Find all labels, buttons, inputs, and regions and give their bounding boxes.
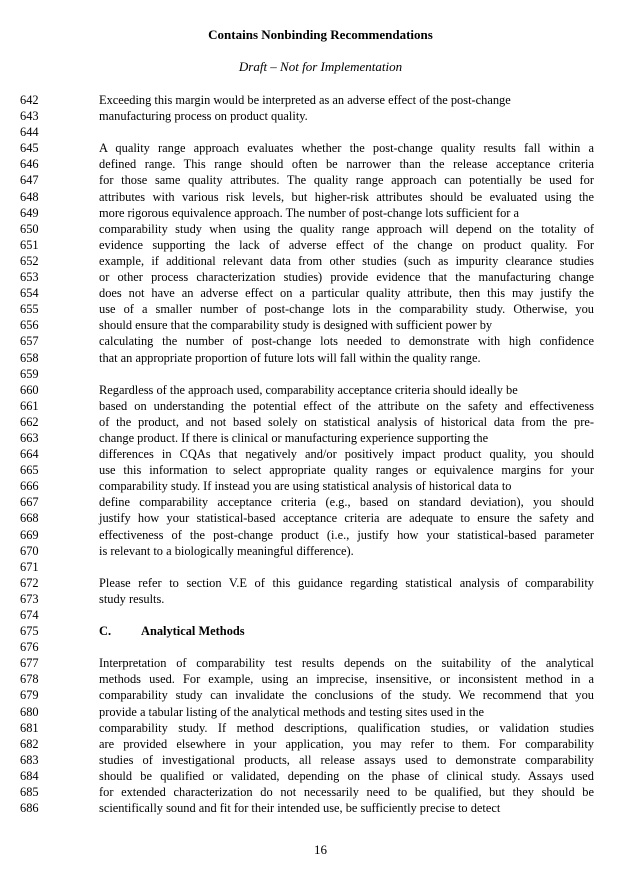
- line-number: 683: [20, 752, 39, 767]
- line-text: does not have an adverse effect on a particular quality attribute, then this may justify the: [99, 286, 594, 301]
- text-line: [0, 414, 641, 430]
- text-line: [0, 253, 641, 269]
- text-line: [0, 704, 641, 720]
- text-line: [0, 382, 641, 398]
- line-number: 666: [20, 479, 39, 494]
- document-body: [0, 92, 641, 816]
- line-text: evidence supporting the lack of adverse effect of the change on product quality. For: [99, 237, 594, 252]
- line-number: 685: [20, 785, 39, 800]
- text-line: [0, 317, 641, 333]
- line-number: 647: [20, 173, 39, 188]
- line-text: comparability study can invalidate the conclusions of the study. We recommend that you: [99, 688, 594, 703]
- line-text: should ensure that the comparability study is designed with sufficient power by: [99, 318, 493, 333]
- text-line: [0, 736, 641, 752]
- line-number: 671: [20, 559, 39, 574]
- text-line: [0, 784, 641, 800]
- line-text: manufacturing process on product quality.: [99, 109, 308, 124]
- text-line: [0, 398, 641, 414]
- text-line: [0, 655, 641, 671]
- line-text: use this information to select appropriate quality ranges or equivalence margins for your: [99, 463, 594, 478]
- text-line: [0, 430, 641, 446]
- line-number: 652: [20, 253, 39, 268]
- text-line: [0, 189, 641, 205]
- line-text: calculating the number of post-change lots needed to demonstrate with high confidence: [99, 334, 594, 349]
- line-text: or other process characterization studies) provide evidence that the manufacturing change: [99, 270, 594, 285]
- text-line: [0, 156, 641, 172]
- line-text: for extended characterization do not necessarily need to be qualified, but they should be: [99, 785, 594, 800]
- line-text: change product. If there is clinical or manufacturing experience supporting the: [99, 430, 489, 445]
- line-text: should be qualified or validated, depending on the phase of clinical study. Assays used: [99, 768, 594, 783]
- line-number: 669: [20, 527, 39, 542]
- line-number: 665: [20, 463, 39, 478]
- line-text: Exceeding this margin would be interpreted as an adverse effect of the post-change: [99, 93, 511, 107]
- text-line: [0, 92, 641, 108]
- text-line: [0, 221, 641, 237]
- line-number: 670: [20, 543, 39, 558]
- line-number: 646: [20, 157, 39, 172]
- line-number: 667: [20, 495, 39, 510]
- line-number: 664: [20, 447, 39, 462]
- text-line: [0, 591, 641, 607]
- text-line: [0, 301, 641, 317]
- text-line: [0, 285, 641, 301]
- line-number: 645: [20, 141, 39, 156]
- line-number: 677: [20, 656, 39, 671]
- line-text: attributes with various risk levels, but higher-risk attributes should be evaluated using the: [99, 189, 594, 204]
- line-number: 650: [20, 221, 39, 236]
- text-line: [0, 333, 641, 349]
- text-line: [0, 172, 641, 188]
- line-number: 673: [20, 591, 39, 606]
- text-line: [0, 269, 641, 285]
- line-number: 662: [20, 414, 39, 429]
- line-number: 674: [20, 608, 39, 622]
- line-number: 648: [20, 189, 39, 204]
- line-number: 655: [20, 302, 39, 317]
- document-header-title: Contains Nonbinding Recommendations: [208, 27, 433, 42]
- page-number: 16: [314, 842, 327, 857]
- text-line: [0, 237, 641, 253]
- text-line: [0, 510, 641, 526]
- line-number: 678: [20, 672, 39, 687]
- line-number: 661: [20, 398, 39, 413]
- line-text: provide a tabular listing of the analytical methods and testing sites used in the: [99, 704, 485, 719]
- line-number: 680: [20, 704, 39, 719]
- line-text: are provided elsewhere in your application, you may refer to them. For comparability: [99, 736, 594, 751]
- text-line: [0, 720, 641, 736]
- text-line: [0, 575, 641, 591]
- line-number: 656: [20, 318, 39, 333]
- line-number: 657: [20, 334, 39, 349]
- document-header-subtitle: Draft – Not for Implementation: [238, 59, 403, 74]
- line-text: Interpretation of comparability test results depends on the suitability of the analytical: [99, 656, 594, 671]
- line-text: example, if additional relevant data from other studies (such as impurity clearance studies: [99, 253, 594, 268]
- text-line: [0, 687, 641, 703]
- line-number: 686: [20, 801, 39, 816]
- line-text: based on understanding the potential effect of the attribute on the safety and effectiveness: [99, 398, 594, 413]
- line-number: 653: [20, 270, 39, 285]
- text-line: [0, 607, 641, 623]
- line-number: 642: [20, 93, 39, 107]
- text-line: [0, 559, 641, 575]
- line-text: for those same quality attributes. The quality range approach can potentially be used for: [99, 173, 594, 188]
- text-line: [0, 671, 641, 687]
- line-text: differences in CQAs that negatively and/or positively impact product quality, you should: [99, 447, 594, 462]
- line-text: comparability study when using the quality range approach will depend on the totality of: [99, 221, 594, 236]
- text-line: [0, 768, 641, 784]
- line-text: study results.: [99, 591, 165, 606]
- line-text: is relevant to a biologically meaningful difference).: [99, 543, 354, 558]
- line-number: 663: [20, 430, 39, 445]
- line-text: comparability study. If method descriptions, qualification studies, or validation studies: [99, 720, 594, 735]
- line-text: scientifically sound and fit for their intended use, be sufficiently precise to detect: [99, 801, 501, 816]
- section-heading: Analytical Methods: [141, 624, 245, 639]
- line-text: that an appropriate proportion of future lots will fall within the quality range.: [99, 350, 481, 365]
- line-text: studies of investigational products, all release assays used to demonstrate comparability: [99, 752, 594, 767]
- line-number: 654: [20, 286, 39, 301]
- text-line: [0, 478, 641, 494]
- text-line: [0, 527, 641, 543]
- text-line: [0, 350, 641, 366]
- text-line: [0, 462, 641, 478]
- line-number: 651: [20, 237, 39, 252]
- line-number: 681: [20, 720, 39, 735]
- line-text: more rigorous equivalence approach. The number of post-change lots sufficient for a: [99, 205, 519, 220]
- text-line: [0, 108, 641, 124]
- text-line: [0, 205, 641, 221]
- line-text: define comparability acceptance criteria (e.g., based on standard deviation), you should: [99, 495, 594, 510]
- line-number: 672: [20, 575, 39, 590]
- text-line: [0, 752, 641, 768]
- line-number: 684: [20, 768, 39, 783]
- line-number: 649: [20, 205, 39, 220]
- text-line: [0, 543, 641, 559]
- line-number: 682: [20, 736, 39, 751]
- text-line: [0, 366, 641, 382]
- text-line: [0, 639, 641, 655]
- text-line: [0, 623, 641, 639]
- line-number: 643: [20, 109, 39, 124]
- line-number: 658: [20, 350, 39, 365]
- line-number: 675: [20, 624, 39, 639]
- line-number: 676: [20, 640, 39, 655]
- line-text: effectiveness of the post-change product (i.e., justify how your statistical-based parameter: [99, 527, 594, 542]
- section-label: C.: [99, 624, 112, 639]
- line-text: A quality range approach evaluates whether the post-change quality results fall within a: [99, 141, 594, 156]
- line-number: 659: [20, 366, 39, 381]
- line-text: comparability study. If instead you are using statistical analysis of historical data to: [99, 479, 512, 494]
- line-text: Regardless of the approach used, comparability acceptance criteria should ideally be: [99, 382, 518, 397]
- line-number: 644: [20, 125, 39, 140]
- line-number: 679: [20, 688, 39, 703]
- line-number: 668: [20, 511, 39, 526]
- text-line: [0, 800, 641, 816]
- line-text: Please refer to section V.E of this guidance regarding statistical analysis of comparability: [99, 575, 594, 590]
- line-number: 660: [20, 382, 39, 397]
- text-line: [0, 446, 641, 462]
- line-text: justify how your statistical-based acceptance criteria are adequate to ensure the safety and: [99, 511, 594, 526]
- text-line: [0, 140, 641, 156]
- line-text: defined range. This range should often be narrower than the release acceptance criteria: [99, 157, 594, 172]
- line-text: methods used. For example, using an imprecise, insensitive, or inconsistent method in a: [99, 672, 594, 687]
- line-text: of the product, and not based solely on statistical analysis of historical data from the pre-: [99, 414, 594, 429]
- line-text: use of a smaller number of post-change lots in the comparability study. Otherwise, you: [99, 302, 594, 317]
- text-line: [0, 494, 641, 510]
- text-line: [0, 124, 641, 140]
